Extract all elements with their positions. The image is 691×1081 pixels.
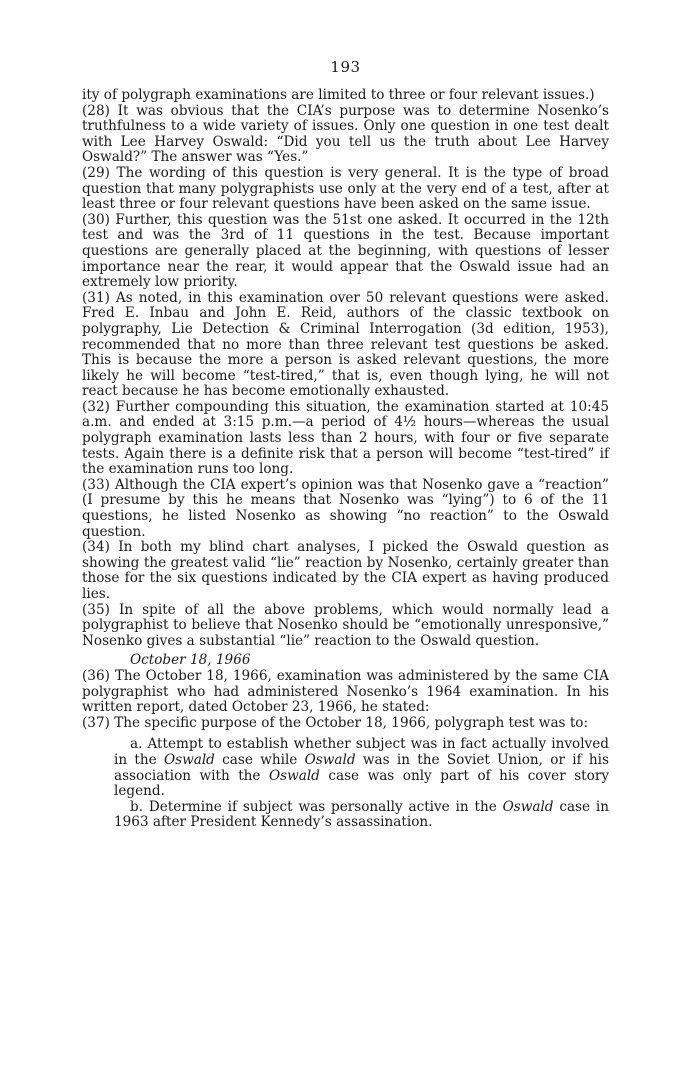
paragraph-33: (33) Although the CIA expert’s opinion was that Nosenko gave a “reaction” (I presume by this he means that Nosenko was “lying”) to 6 of the 11 questions, he listed Nosenko as showing “no reaction” to the Oswald question. — [82, 476, 609, 540]
sub-item-italic: Oswald — [304, 751, 356, 768]
sub-item-text: was in the Soviet Union, or if his association with the — [114, 751, 610, 784]
sub-item-text: case in 1963 after President Kennedy’s assassination. — [114, 798, 609, 831]
paragraph-29: (29) The wording of this question is very general. It is the type of broad question that many polygraphists use only at the very end of a test, after at least three or four relevant questions have been asked on the same issue. — [82, 164, 609, 213]
paragraph-continuation: ity of polygraph examinations are limited to three or four relevant issues.) — [82, 87, 595, 103]
page-number: 193 — [330, 58, 361, 76]
paragraph-28: (28) It was obvious that the CIA’s purpose was to determine Nosenko’s truthfulness to a wide variety of issues. Only one question in one test dealt with Lee Harvey Oswald: “Did you tell us the truth about Lee Harvey Oswald?” The answer was “Yes.” — [82, 102, 609, 166]
body-text — [82, 88, 609, 831]
paragraph-36: (36) The October 18, 1966, examination was administered by the same CIA polygraphist who had administered Nosenko’s 1964 examination. In his written report, dated October 23, 1966, he stated: — [82, 667, 609, 716]
sub-item-text: a. Attempt to establish whether subject was in fact actually involved in the — [114, 736, 609, 768]
sub-item-italic: Oswald — [163, 751, 215, 768]
paragraph-34: (34) In both my blind chart analyses, I picked the Oswald question as showing the greatest valid “lie” reaction by Nosenko, certainly greater than those for the six questions indicated by the CIA expert as having produced lies. — [82, 539, 609, 602]
sub-item-italic: Oswald — [502, 798, 554, 815]
paragraph-35: (35) In spite of all the above problems, which would normally lead a polygraphist to believe that Nosenko should be “emotionally unresponsive,” Nosenko gives a substantial “lie” reaction to the Oswald question. — [82, 601, 609, 649]
sub-list — [114, 737, 609, 831]
sub-item-b — [114, 800, 609, 831]
sub-item-a — [114, 737, 609, 799]
paragraph-30: (30) Further, this question was the 51st one asked. It occurred in the 12th test and was the 3rd of 11 questions in the test. Because important questions are generally placed at the beginning, with questions of lesser importance near the rear, it would appear that the Oswald issue had an extremely low priority. — [82, 211, 609, 291]
sub-item-italic: Oswald — [268, 767, 320, 784]
paragraph-37: (37) The specific purpose of the October 18, 1966, polygraph test was to: — [82, 714, 589, 731]
sub-item-text: case was only part of his cover story legend. — [114, 767, 609, 800]
sub-item-text: b. Determine if subject was personally active in the — [130, 798, 503, 815]
paragraph-31: (31) As noted, in this examination over 50 relevant questions were asked. Fred E. Inbau and John E. Reid, authors of the classic textbook on polygraphy, Lie Detection & Criminal Interrogation (3d edition, 1953), recommended that no more than three relevant test questions be asked. This is because the more a person is asked relevant questions, the more likely he will become “test-tired,” that is, even though lying, he will not react because he has become emotionally exhausted. — [82, 289, 609, 400]
section-heading: October 18, 1966 — [130, 652, 251, 669]
paragraph-32: (32) Further compounding this situation, the examination started at 10:45 a.m. and ended at 3:15 p.m.—a period of 4½ hours—whereas the usual polygraph examination lasts less than 2 hours, with four or five separate tests. Again there is a definite risk that a person will become “test-tired” if the examination runs too long. — [82, 398, 609, 478]
sub-item-text: case while — [214, 751, 305, 768]
